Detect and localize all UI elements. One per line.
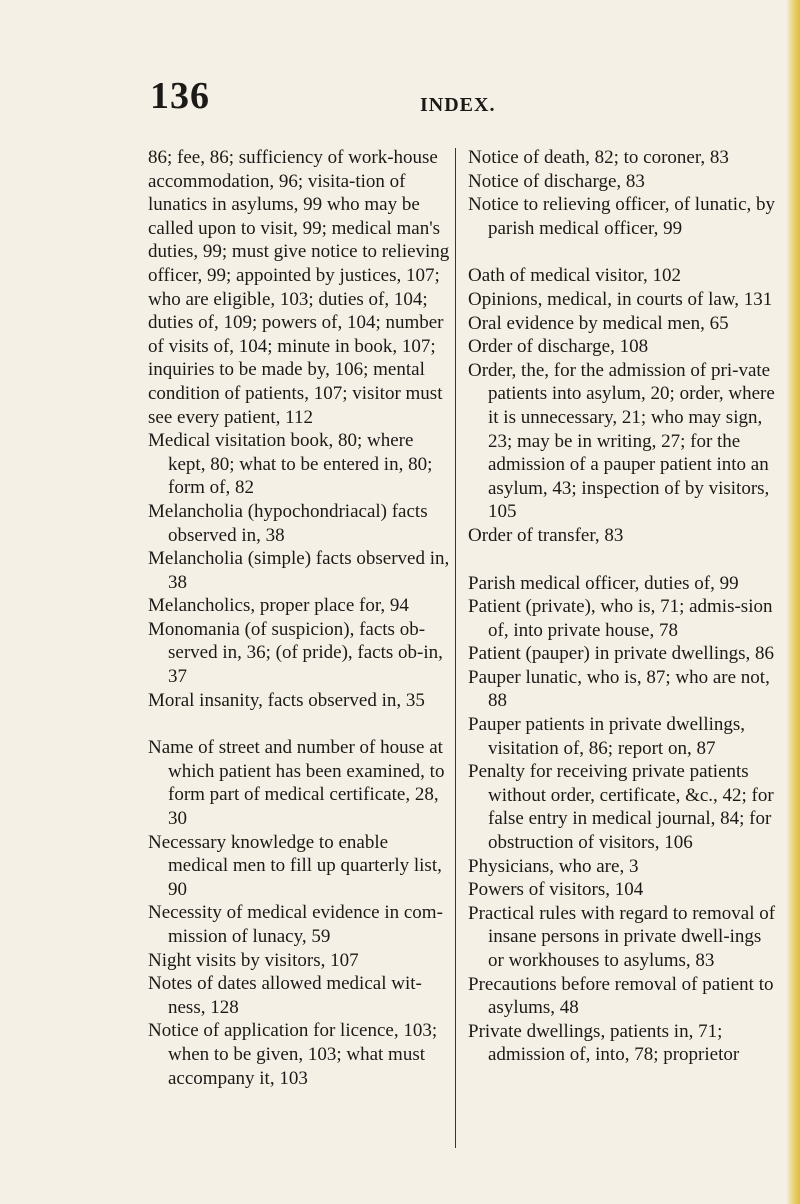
index-entry: Oath of medical visitor, 102 <box>468 265 681 287</box>
index-entry: Necessary knowledge to enable medical men to fill up quarterly list, 90 <box>148 831 442 900</box>
index-entry: Monomania (of suspicion), facts ob-served in, 36; (of pride), facts ob-in, 37 <box>148 618 443 688</box>
index-entry: Medical visitation book, 80; where kept, 80; what to be entered in, 80; form of, 82 <box>148 430 433 499</box>
index-entry: Powers of visitors, 104 <box>468 879 644 901</box>
page-number: 136 <box>150 75 210 117</box>
index-entry: Melancholia (simple) facts observed in, 38 <box>148 548 450 593</box>
index-entry: Order, the, for the admission of pri-vate patients into asylum, 20; order, where it is unnecessary, 21; who may sign, 23; may be in writing, 27; for the admission of a pauper patient into an asylum, 43; inspection of by visitors, 105 <box>468 359 775 523</box>
index-entry: Private dwellings, patients in, 71; admission of, into, 78; proprietor <box>468 1020 740 1066</box>
index-entry: Patient (private), who is, 71; admis-sion of, into private house, 78 <box>468 596 773 641</box>
index-entry: Necessity of medical evidence in com-mission of lunacy, 59 <box>148 902 443 947</box>
index-entry: Notice to relieving officer, of lunatic, by parish medical officer, 99 <box>468 194 776 239</box>
index-entry: Notice of discharge, 83 <box>468 170 645 192</box>
index-entry: Notice of death, 82; to coroner, 83 <box>468 147 729 168</box>
index-entry: Practical rules with regard to removal of insane persons in private dwell-ings or workhouses to asylums, 83 <box>468 902 776 971</box>
index-entry: Pauper lunatic, who is, 87; who are not, 88 <box>468 666 770 712</box>
index-entry: Pauper patients in private dwellings, visitation of, 86; report on, 87 <box>468 714 746 759</box>
index-entry: Physicians, who are, 3 <box>468 855 639 877</box>
index-entry: Precautions before removal of patient to asylums, 48 <box>468 973 774 1019</box>
index-entry: Order of transfer, 83 <box>468 524 624 546</box>
index-entry: Notice of application for licence, 103; when to be given, 103; what must accompany it, 103 <box>148 1020 438 1089</box>
index-entry: Opinions, medical, in courts of law, 131 <box>468 288 773 310</box>
index-entry: Parish medical officer, duties of, 99 <box>468 572 739 594</box>
index-entry: Moral insanity, facts observed in, 35 <box>148 689 425 711</box>
index-entry: Melancholia (hypochondriacal) facts observed in, 38 <box>148 500 428 546</box>
left-column <box>148 146 450 1090</box>
index-entry: Order of discharge, 108 <box>468 336 649 358</box>
running-head: INDEX. <box>420 94 496 116</box>
index-entry: 86; fee, 86; sufficiency of work-house accommodation, 96; visita-tion of lunatics in asylums, 99 who may be called upon to visit, 99; medical man's duties, 99; must give notice to relieving officer, 99; appointed by justices, 107; who are eligible, 103; duties of, 104; duties of, 109; powers of, 104; number of visits of, 104; minute in book, 107; inquiries to be made by, 106; mental condition of patients, 107; visitor must see every patient, 112 <box>148 147 450 428</box>
index-entry: Night visits by visitors, 107 <box>148 949 359 971</box>
index-entry: Melancholics, proper place for, 94 <box>148 595 409 617</box>
right-column <box>468 146 778 1067</box>
index-entry: Notes of dates allowed medical wit-ness, 128 <box>148 973 422 1018</box>
column-divider <box>455 148 456 1148</box>
index-entry: Patient (pauper) in private dwellings, 86 <box>468 643 775 665</box>
index-entry: Name of street and number of house at which patient has been examined, to form part of medical certificate, 28, 30 <box>148 737 445 830</box>
index-entry: Oral evidence by medical men, 65 <box>468 312 729 334</box>
index-entry: Penalty for receiving private patients without order, certificate, &c., 42; for false entry in medical journal, 84; for obstruction of visitors, 106 <box>468 761 774 854</box>
page-edge <box>786 0 800 1204</box>
